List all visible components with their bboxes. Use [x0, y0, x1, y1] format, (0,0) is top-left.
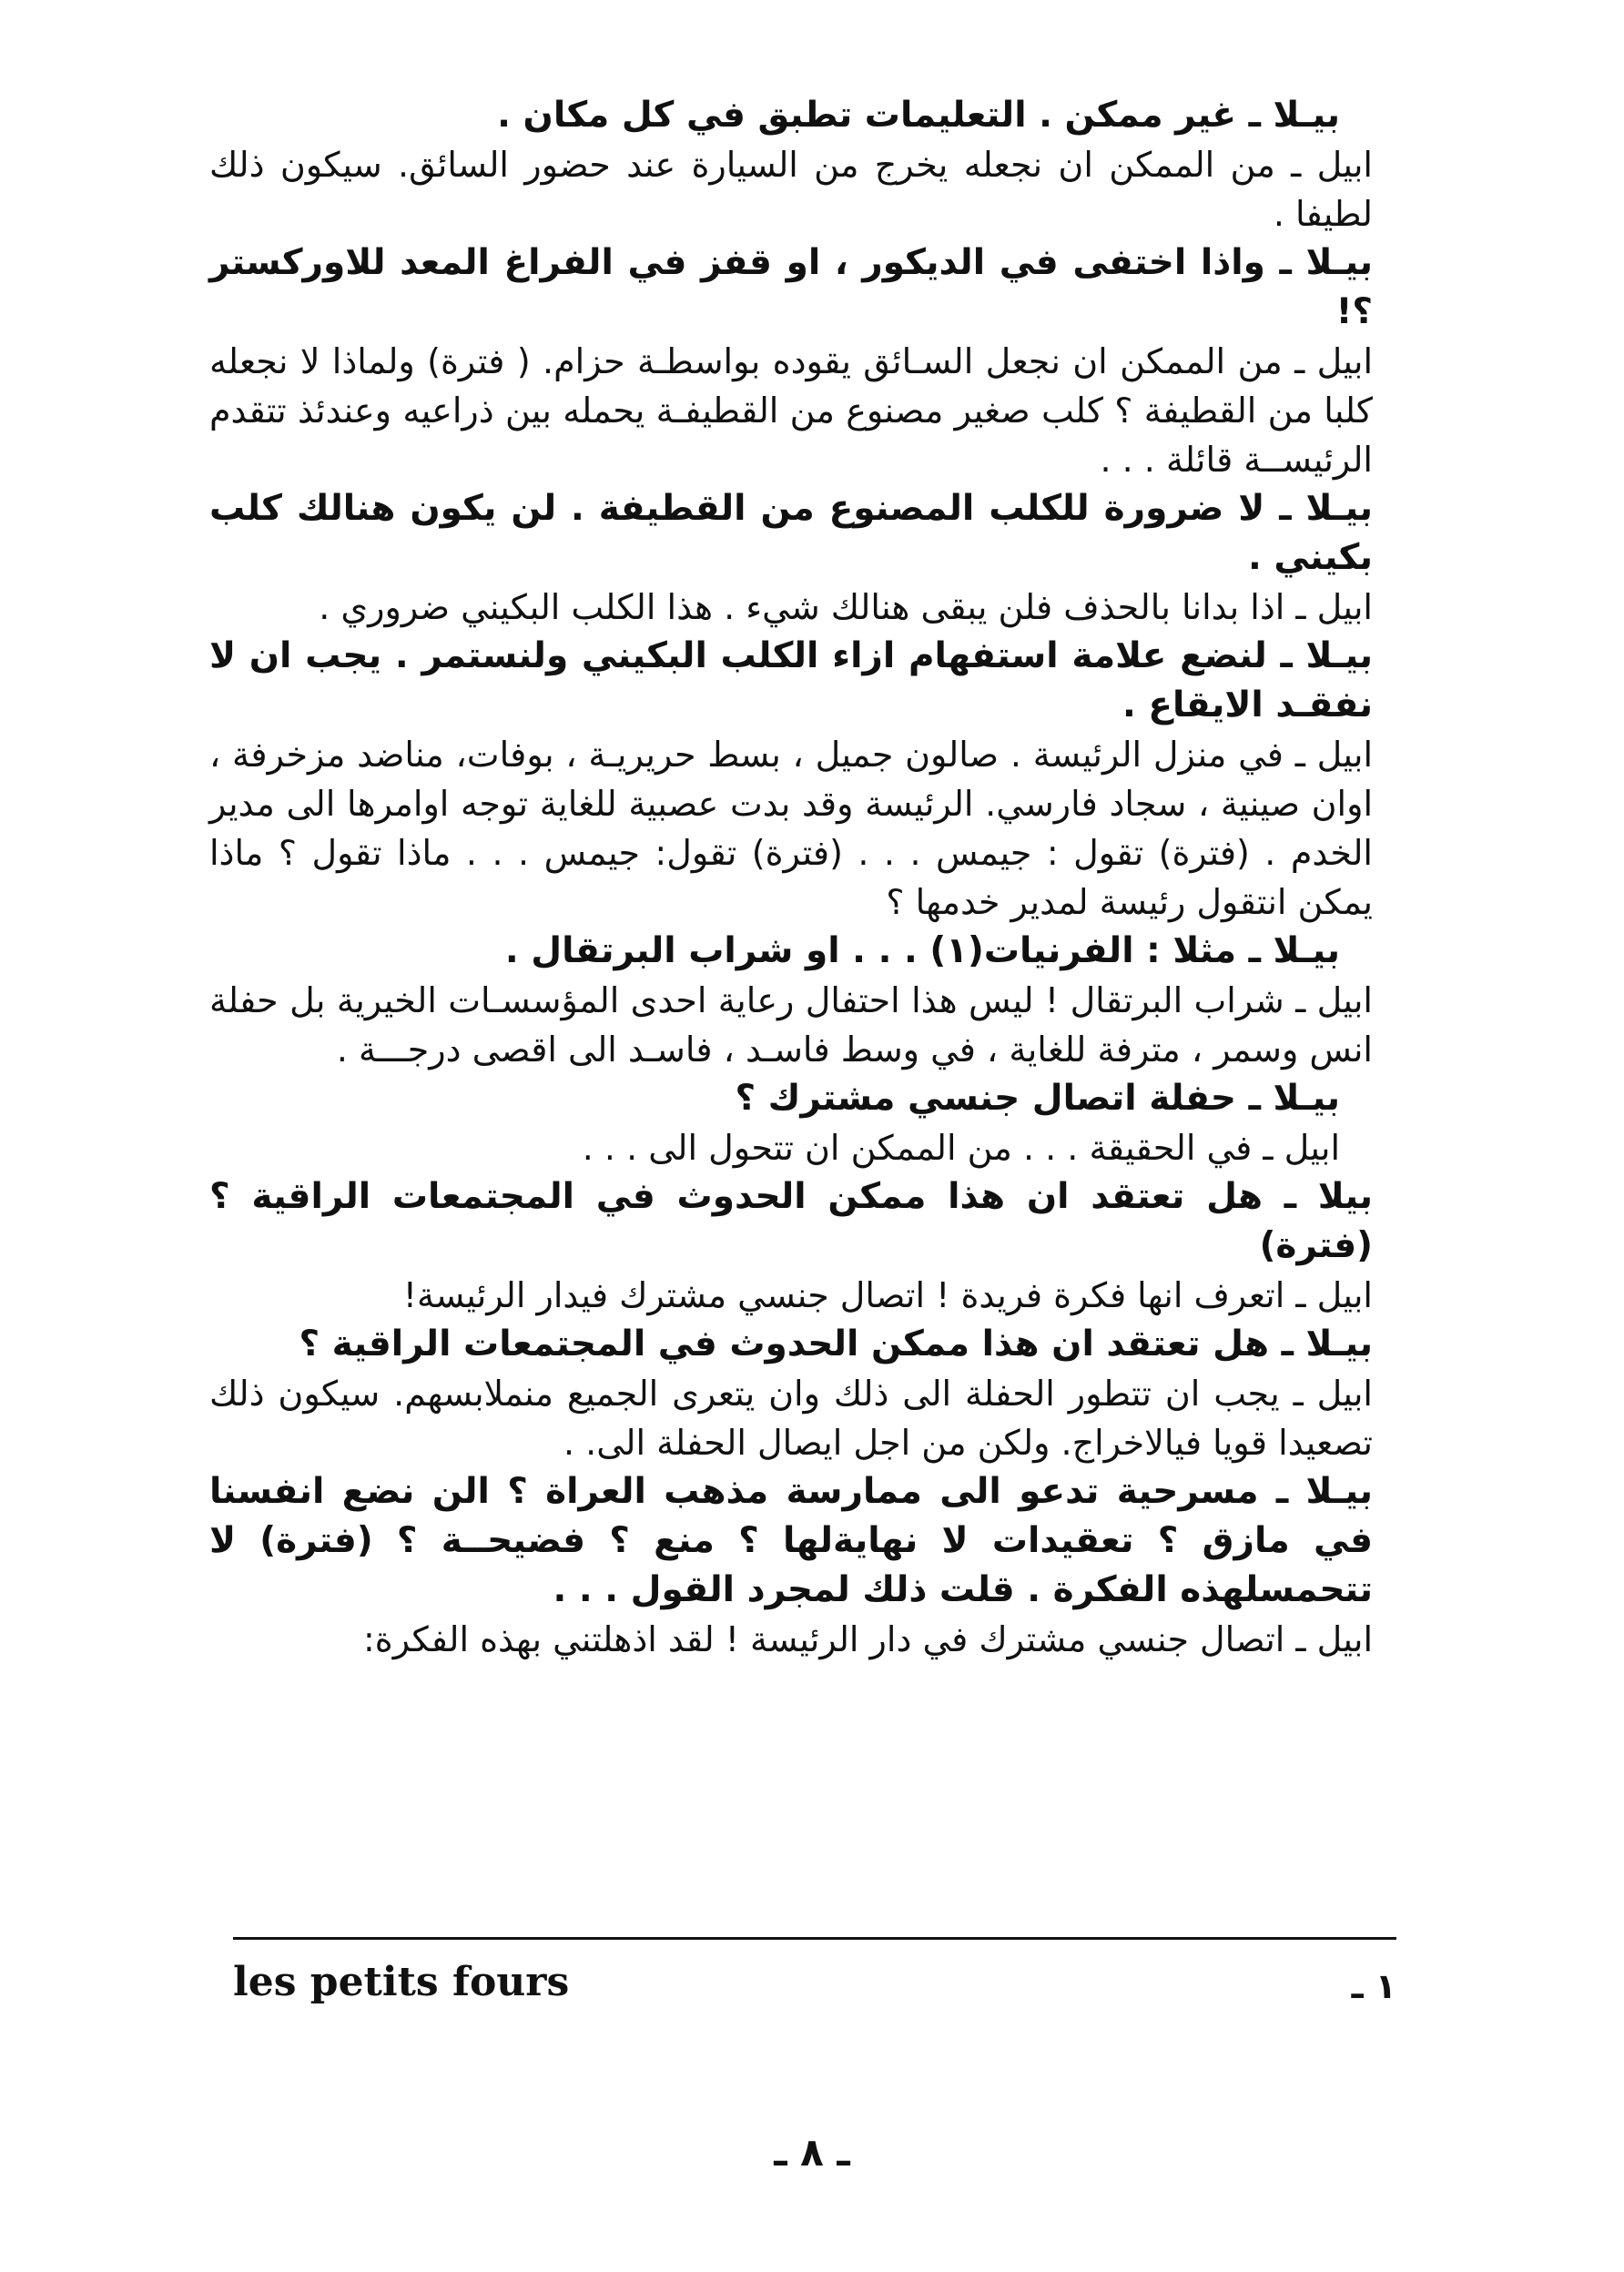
dialogue-line-bella: بيـلا ـ لا ضرورة للكلب المصنوع من القطيفة . لن يكون هنالك كلب بكيني . — [209, 488, 1373, 578]
dialogue-line-bella: بيـلا ـ لنضع علامة استفهام ازاء الكلب البكيني ولنستمر . يجب ان لا نفقـد الايقاع . — [209, 635, 1373, 725]
footnote-text: les petits fours — [233, 1959, 570, 2005]
dialogue-line-abel: ابيل ـ من الممكن ان نجعل السـائق يقوده بواسطـة حزام. ( فترة) ولماذا لا نجعله كلبا من القطيفة ؟ كلب صغير مصنوع من القطيفـة يحمله بين ذراعيه وعندئذ تتقدم الرئيســة قائلة . . . — [209, 341, 1373, 480]
dialogue-line-abel: ابيل ـ يجب ان تتطور الحفلة الى ذلك وان يتعرى الجميع منملابسهم. سيكون ذلك تصعيدا قويا فيالاخراج. ولكن من اجل ايصال الحفلة الى. . — [209, 1374, 1373, 1463]
dialogue-line-abel: ابيل ـ اذا بدانا بالحذف فلن يبقى هنالك شيء . هذا الكلب البكيني ضروري . — [319, 587, 1373, 627]
dialogue-text-block — [209, 91, 1384, 1664]
dialogue-line-bella: بيـلا ـ مسرحية تدعو الى ممارسة مذهب العراة ؟ الن نضع انفسنا في مازق ؟ تعقيدات لا نهايةلها ؟ منع ؟ فضيحــة ؟ (فترة) لا تتحمسلهذه الفكرة . قلت ذلك لمجرد القول . . . — [209, 1471, 1373, 1610]
dialogue-line-abel: ابيل ـ اتصال جنسي مشترك في دار الرئيسة ! لقد اذهلتني بهذه الفكرة: — [362, 1619, 1373, 1659]
footnote-divider — [233, 1937, 1396, 1940]
dialogue-line-bella: بيـلا ـ واذا اختفى في الديكور ، او قفز في الفراغ المعد للاوركستر ؟! — [209, 242, 1373, 332]
dialogue-line-bella: بيلا ـ هل تعتقد ان هذا ممكن الحدوث في المجتمعات الراقية ؟ (فترة) — [209, 1176, 1373, 1266]
dialogue-line-abel: ابيل ـ اتعرف انها فكرة فريدة ! اتصال جنسي مشترك فيدار الرئيسة! — [402, 1275, 1373, 1315]
dialogue-line-abel: ابيل ـ من الممكن ان نجعله يخرج من السيارة عند حضور السائق. سيكون ذلك لطيفا . — [209, 145, 1373, 234]
dialogue-line-bella: بيـلا ـ غير ممكن . التعليمات تطبق في كل مكان . — [497, 95, 1340, 136]
footnote-marker: ١ ـ — [1351, 1966, 1396, 2006]
page-number: ـ ٨ ـ — [774, 2130, 850, 2175]
dialogue-line-abel: ابيل ـ في الحقيقة . . . من الممكن ان تتحول الى . . . — [582, 1128, 1340, 1168]
dialogue-line-bella: بيـلا ـ هل تعتقد ان هذا ممكن الحدوث في المجتمعات الراقية ؟ — [299, 1324, 1373, 1364]
dialogue-line-bella: بيـلا ـ حفلة اتصال جنسي مشترك ؟ — [735, 1078, 1340, 1119]
dialogue-line-abel: ابيل ـ شراب البرتقال ! ليس هذا احتفال رعاية احدى المؤسسـات الخيرية بل حفلة انس وسمر ، مترفة للغاية ، في وسط فاسـد ، فاسـد الى اقصى درجـــة . — [209, 980, 1373, 1070]
dialogue-line-abel: ابيل ـ في منزل الرئيسة . صالون جميل ، بسط حريريـة ، بوفات، مناضد مزخرفة ، اوان صينية ، سجاد فارسي. الرئيسة وقد بدت عصبية للغاية توجه اوامرها الى مدير الخدم . (فترة) تقول : جيمس . . . (فترة) تقول: جيمس . . . ماذا تقول ؟ ماذا يمكن انتقول رئيسة لمدير خدمها ؟ — [209, 735, 1373, 922]
dialogue-line-bella: بيـلا ـ مثلا : الفرنيات(١) . . . او شراب البرتقال . — [504, 930, 1340, 971]
